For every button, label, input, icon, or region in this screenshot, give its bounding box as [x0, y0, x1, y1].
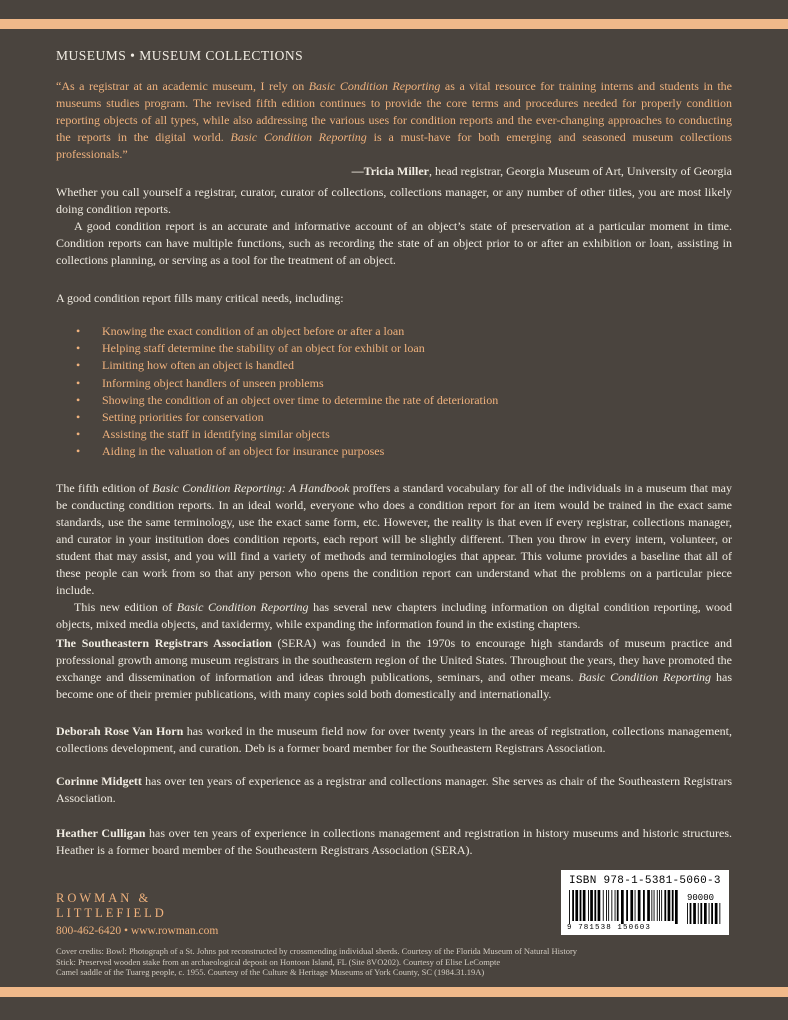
quote-text-part: is a must-have for both emerging and seasoned museum collections professionals.”: [56, 130, 732, 161]
intro-paragraph: A good condition report is an accurate and informative account of an object’s state of preservation at a particular moment in time. Condition reports can have multiple functions, such as recording the state of an object prior to or after an exhibition or loan, assisting in collections planning, or serving as a tool for the treatment of an object.: [56, 219, 732, 267]
credit-line: Stick: Preserved wooden stake from an archaeological deposit on Hontoon Island, FL (Site 8VO202). Courtesy of Elise LeCompte: [56, 956, 501, 967]
endorsement-quote: [56, 78, 732, 180]
publisher-contact: 800-462-6420 • www.rowman.com: [56, 925, 219, 937]
barcode-digits: 9 781538 150603: [567, 924, 652, 932]
credit-line: Cover credits: Bowl: Photograph of a St. Johns pot reconstructed by crossmending individual sherds. Courtesy of the Florida Museum of Natural History: [56, 946, 578, 956]
book-title-italic: Basic Condition Reporting: A Handbook: [152, 481, 350, 495]
text-part: (SERA) was founded in the 1970s to encourage high standards of museum practice and professional growth among museum registrars in the southeastern region of the United States. Throughout the years, they have promoted the exchange and dissemination of information and ideas through publications, seminars, and other means.: [56, 636, 732, 684]
text-part: This new edition of: [74, 600, 177, 614]
author-name: Heather Culligan: [56, 826, 146, 840]
bottom-accent-band: [0, 987, 788, 997]
list-item: • Showing the condition of an object over time to determine the rate of deterioration: [76, 392, 696, 409]
list-item: • Knowing the exact condition of an object before or after a loan: [76, 323, 696, 340]
text-part: has several new chapters including information on digital condition reporting, wood objects, mixed media objects, and taxidermy, while expanding the information found in the existing chapters.: [56, 600, 732, 631]
list-item: • Informing object handlers of unseen problems: [76, 375, 696, 392]
sera-paragraph: [56, 635, 732, 703]
author-name: Deborah Rose Van Horn: [56, 724, 184, 738]
author-bio-text: has over ten years of experience as a registrar and collections manager. She serves as chair of the Southeastern Registrars Association.: [56, 774, 732, 805]
intro-paragraph: Whether you call yourself a registrar, curator, curator of collections, collections manager, or any number of other titles, you are most likely doing condition reports.: [56, 185, 732, 216]
list-item: • Helping staff determine the stability of an object for exhibit or loan: [76, 340, 696, 357]
category-label: MUSEUMS • MUSEUM COLLECTIONS: [56, 48, 304, 63]
quote-title-italic: Basic Condition Reporting: [308, 79, 441, 93]
list-item: • Assisting the staff in identifying similar objects: [76, 426, 696, 443]
list-item: • Aiding in the valuation of an object for insurance purposes: [76, 443, 696, 460]
author-paragraph: [56, 773, 732, 807]
sera-name: The Southeastern Registrars Association: [56, 636, 272, 650]
author-paragraph: [56, 825, 732, 859]
description-paragraph: [56, 480, 732, 599]
book-title-italic: Basic Condition Reporting: [578, 670, 712, 684]
text-part: has become one of their premier publications, with many copies sold both domestically and internationally.: [56, 670, 733, 701]
quote-text-part: “As a registrar at an academic museum, I rely on: [56, 79, 309, 93]
attribution-name: —Tricia Miller: [351, 164, 429, 178]
book-title-italic: Basic Condition Reporting: [176, 600, 309, 614]
quote-text: [56, 78, 732, 163]
quote-title-italic: Basic Condition Reporting: [230, 130, 367, 144]
author-paragraph: [56, 723, 732, 757]
publisher-logo: [56, 891, 167, 921]
author-bio: [56, 825, 732, 859]
publisher-logo-line: ROWMAN &: [56, 891, 152, 905]
text-part: The fifth edition of: [56, 481, 153, 495]
attribution-title: , head registrar, Georgia Museum of Art, University of Georgia: [429, 164, 732, 178]
author-name: Corinne Midgett: [56, 774, 142, 788]
isbn-barcode: [561, 870, 729, 935]
list-item: • Setting priorities for conservation: [76, 409, 696, 426]
isbn-label: ISBN 978-1-5381-5060-3: [569, 875, 721, 887]
sera-section: [56, 635, 732, 703]
barcode-addon-digits: 90000: [687, 893, 715, 903]
needs-intro: A good condition report fills many critical needs, including:: [56, 291, 344, 305]
fifth-edition-section: [56, 480, 732, 633]
description-paragraph: [56, 599, 732, 633]
intro-section: [56, 184, 732, 269]
author-bio-text: has over ten years of experience in collections management and registration in history museums and historic structures. Heather is a former board member of the Southeastern Registrars Association (SERA).: [56, 826, 732, 857]
publisher-logo-line: LITTLEFIELD: [56, 906, 167, 920]
quote-text-part: as a vital resource for training interns and students in the museums studies program. The revised fifth edition continues to provide the core terms and procedures needed for properly condition reporting objects of all types, while also addressing the various uses for condition reports and the ever-changing approaches to conducting the reports in the digital world.: [56, 79, 733, 144]
text-part: proffers a standard vocabulary for all of the individuals in a museum that may be conducting condition reports. In an ideal world, everyone who does a condition report for an item would be trained in the exact same standards, use the same terminology, use the exact same form, etc. However, the reality is that even if every registrar, collections manager, and curator in your institution does condition reports, each report will be slightly different. Then you throw in every intern, volunteer, or student that may assist, and you will find a variety of methods and terminologies that appear. This volume provides a baseline that all of these people can work from so that any person who opens the condition report can understand what the problems on a particular piece include.: [56, 481, 733, 597]
credit-line: Camel saddle of the Tuareg people, c. 1955. Courtesy of the Culture & Heritage Museums of York County, SC (1984.31.19A): [56, 967, 485, 977]
author-bio-text: has worked in the museum field now for over twenty years in the areas of registration, collections management, collections development, and curation. Deb is a former board member for the Southeastern Registrars Association.: [56, 724, 732, 755]
cover-credits: [56, 946, 716, 978]
quote-attribution: [56, 163, 732, 180]
list-item: • Limiting how often an object is handled: [76, 357, 696, 374]
author-bio: [56, 773, 732, 807]
needs-list: [76, 323, 696, 461]
author-bio: [56, 723, 732, 757]
top-accent-band: [0, 19, 788, 29]
